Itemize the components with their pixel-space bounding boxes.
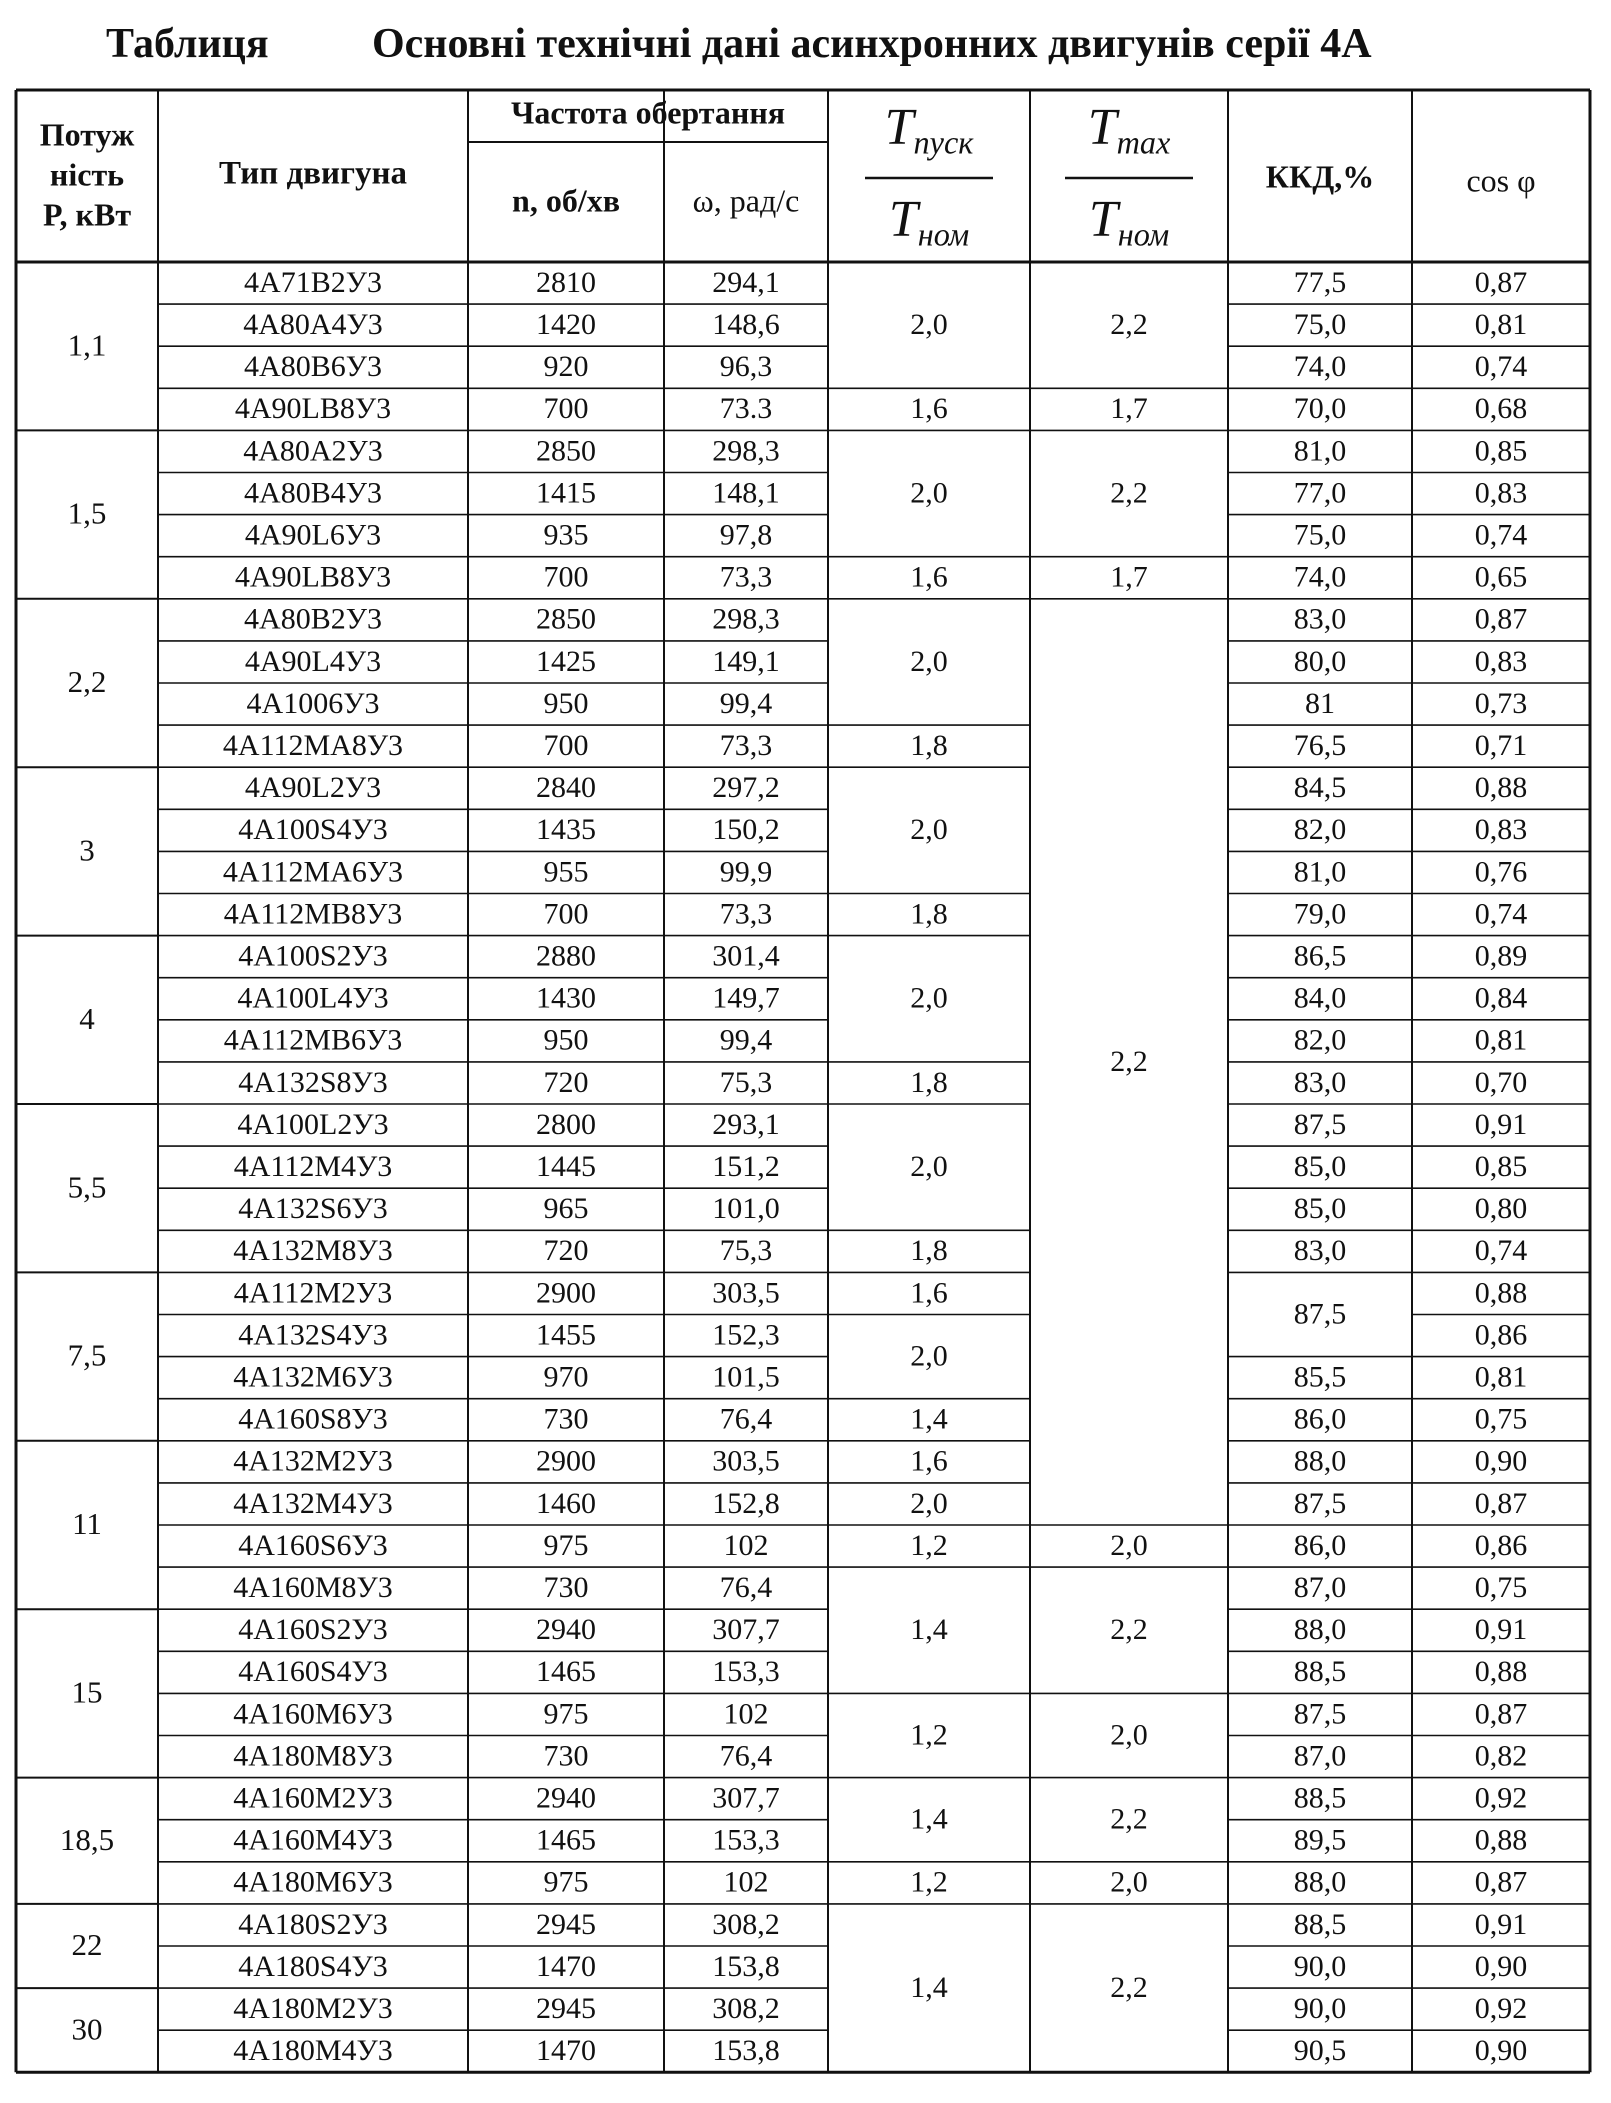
- cell-speed-rad: 152,8: [712, 1486, 780, 1520]
- cell-speed-rad: 298,3: [712, 434, 780, 468]
- caption-label: Таблиця: [106, 21, 269, 67]
- cell-start-torque-ratio: 2,0: [910, 308, 948, 342]
- cell-cos-phi: 0,87: [1474, 1865, 1528, 1899]
- cell-cos-phi: 0,86: [1474, 1528, 1528, 1562]
- cell-motor-type: 4A160M2У3: [233, 1781, 393, 1815]
- header-power-3: P, кВт: [42, 196, 132, 233]
- caption-title: Основні технічні дані асинхронних двигунів серії 4А: [372, 21, 1372, 67]
- cell-cos-phi: 0,87: [1474, 1486, 1528, 1520]
- cell-motor-type: 4A132S8У3: [238, 1065, 388, 1099]
- cell-speed-rad: 153,3: [712, 1655, 780, 1689]
- cell-speed-rpm: 700: [543, 392, 589, 426]
- cell-speed-rpm: 2800: [536, 1107, 596, 1141]
- cell-speed-rpm: 730: [543, 1402, 589, 1436]
- cell-cos-phi: 0,91: [1474, 1613, 1528, 1647]
- cell-power: 30: [71, 2011, 103, 2047]
- cell-motor-type: 4A90L6У3: [244, 518, 382, 552]
- cell-cos-phi: 0,81: [1474, 1360, 1528, 1394]
- cell-efficiency: 88,0: [1293, 1444, 1347, 1478]
- cell-speed-rad: 73.3: [719, 392, 773, 426]
- cell-speed-rad: 148,6: [712, 308, 780, 342]
- cell-power: 2,2: [67, 664, 107, 700]
- cell-cos-phi: 0,91: [1474, 1907, 1528, 1941]
- cell-speed-rad: 307,7: [712, 1613, 780, 1647]
- cell-start-torque-ratio: 2,0: [910, 1150, 948, 1184]
- cell-motor-type: 4A112MA6У3: [222, 855, 404, 889]
- cell-efficiency: 88,5: [1293, 1781, 1347, 1815]
- cell-speed-rad: 75,3: [719, 1065, 773, 1099]
- cell-cos-phi: 0,92: [1474, 1992, 1528, 2026]
- cell-efficiency: 75,0: [1293, 308, 1347, 342]
- cell-efficiency: 85,0: [1293, 1150, 1347, 1184]
- cell-start-torque-ratio: 1,8: [910, 1234, 948, 1268]
- cell-speed-rpm: 1465: [536, 1823, 596, 1857]
- cell-efficiency: 70,0: [1293, 392, 1347, 426]
- cell-speed-rad: 297,2: [712, 771, 780, 805]
- cell-speed-rad: 102: [723, 1865, 769, 1899]
- cell-cos-phi: 0,88: [1474, 1823, 1528, 1857]
- cell-max-torque-ratio: 1,7: [1110, 392, 1148, 426]
- cell-cos-phi: 0,84: [1474, 981, 1528, 1015]
- cell-speed-rad: 73,3: [719, 560, 773, 594]
- cell-speed-rpm: 700: [543, 897, 589, 931]
- cell-max-torque-ratio: 2,0: [1110, 1718, 1148, 1752]
- cell-speed-rpm: 1470: [536, 2034, 596, 2068]
- cell-motor-type: 4A100L2У3: [237, 1107, 389, 1141]
- cell-motor-type: 4A112MB6У3: [223, 1023, 403, 1057]
- cell-speed-rpm: 730: [543, 1739, 589, 1773]
- cell-speed-rad: 293,1: [712, 1107, 780, 1141]
- cell-speed-rpm: 2810: [536, 265, 596, 299]
- cell-start-torque-ratio: 1,4: [910, 1802, 948, 1836]
- cell-cos-phi: 0,75: [1474, 1402, 1528, 1436]
- cell-speed-rpm: 700: [543, 560, 589, 594]
- cell-speed-rpm: 2945: [536, 1907, 596, 1941]
- cell-cos-phi: 0,88: [1474, 1655, 1528, 1689]
- cell-efficiency: 87,0: [1293, 1739, 1347, 1773]
- cell-speed-rad: 101,0: [712, 1192, 780, 1226]
- cell-cos-phi: 0,81: [1474, 1023, 1528, 1057]
- cell-speed-rpm: 970: [543, 1360, 589, 1394]
- cell-speed-rad: 153,8: [712, 2034, 780, 2068]
- cell-speed-rad: 150,2: [712, 813, 780, 847]
- cell-speed-rad: 151,2: [712, 1150, 780, 1184]
- cell-speed-rad: 76,4: [719, 1739, 773, 1773]
- cell-speed-rpm: 700: [543, 729, 589, 763]
- cell-max-torque-ratio: 2,2: [1110, 476, 1148, 510]
- cell-cos-phi: 0,91: [1474, 1107, 1528, 1141]
- cell-speed-rpm: 975: [543, 1528, 589, 1562]
- cell-speed-rad: 99,4: [719, 686, 773, 720]
- cell-max-torque-ratio: 2,0: [1110, 1865, 1148, 1899]
- cell-start-torque-ratio: 1,4: [910, 1613, 948, 1647]
- cell-speed-rad: 152,3: [712, 1318, 780, 1352]
- cell-motor-type: 4A132M2У3: [233, 1444, 393, 1478]
- cell-motor-type: 4A90L2У3: [244, 771, 382, 805]
- cell-speed-rad: 102: [723, 1528, 769, 1562]
- cell-motor-type: 4A160S6У3: [238, 1528, 388, 1562]
- cell-motor-type: 4A160M4У3: [233, 1823, 393, 1857]
- cell-efficiency: 81,0: [1293, 855, 1347, 889]
- cell-efficiency: 89,5: [1293, 1823, 1347, 1857]
- cell-speed-rpm: 955: [543, 855, 589, 889]
- cell-cos-phi: 0,87: [1474, 602, 1528, 636]
- cell-efficiency: 88,0: [1293, 1865, 1347, 1899]
- cell-speed-rpm: 2940: [536, 1613, 596, 1647]
- cell-cos-phi: 0,85: [1474, 434, 1528, 468]
- cell-power: 15: [71, 1674, 103, 1710]
- cell-speed-rpm: 1455: [536, 1318, 596, 1352]
- cell-speed-rad: 298,3: [712, 602, 780, 636]
- cell-efficiency: 81: [1305, 686, 1335, 720]
- cell-efficiency: 90,0: [1293, 1992, 1347, 2026]
- cell-cos-phi: 0,74: [1474, 897, 1528, 931]
- cell-speed-rpm: 730: [543, 1571, 589, 1605]
- cell-cos-phi: 0,88: [1474, 1276, 1528, 1310]
- cell-speed-rpm: 2840: [536, 771, 596, 805]
- cell-start-torque-ratio: 1,2: [910, 1865, 948, 1899]
- cell-power: 1,1: [67, 327, 107, 363]
- cell-cos-phi: 0,87: [1474, 265, 1528, 299]
- cell-efficiency: 88,5: [1293, 1907, 1347, 1941]
- cell-motor-type: 4A132M6У3: [233, 1360, 393, 1394]
- cell-motor-type: 4A180M8У3: [233, 1739, 393, 1773]
- cell-speed-rad: 96,3: [719, 350, 773, 384]
- header-omega: ω, рад/с: [692, 182, 800, 219]
- cell-motor-type: 4A160M8У3: [233, 1571, 393, 1605]
- cell-motor-type: 4A80B6У3: [244, 350, 382, 384]
- cell-speed-rpm: 965: [543, 1192, 589, 1226]
- cell-speed-rad: 73,3: [719, 897, 773, 931]
- cell-start-torque-ratio: 1,8: [910, 1065, 948, 1099]
- cell-speed-rpm: 1420: [536, 308, 596, 342]
- cell-motor-type: 4A80A2У3: [243, 434, 383, 468]
- cell-motor-type: 4A160S4У3: [238, 1655, 388, 1689]
- cell-start-torque-ratio: 2,0: [910, 1486, 948, 1520]
- cell-efficiency: 87,0: [1293, 1571, 1347, 1605]
- cell-power: 11: [72, 1506, 102, 1542]
- header-tstart-denominator: $T_{ном}$: [888, 190, 970, 253]
- cell-motor-type: 4A90L4У3: [244, 644, 382, 678]
- cell-cos-phi: 0,90: [1474, 1444, 1528, 1478]
- cell-efficiency: 75,0: [1293, 518, 1347, 552]
- cell-speed-rad: 99,4: [719, 1023, 773, 1057]
- cell-motor-type: 4A160M6У3: [233, 1697, 393, 1731]
- cell-efficiency: 76,5: [1293, 729, 1347, 763]
- header-power-1: Потуж: [39, 116, 135, 153]
- cell-efficiency: 88,0: [1293, 1613, 1347, 1647]
- cell-speed-rad: 99,9: [719, 855, 773, 889]
- cell-cos-phi: 0,86: [1474, 1318, 1528, 1352]
- cell-speed-rpm: 1415: [536, 476, 596, 510]
- cell-efficiency: 77,0: [1293, 476, 1347, 510]
- cell-speed-rad: 73,3: [719, 729, 773, 763]
- header-type: Тип двигуна: [219, 155, 407, 192]
- cell-speed-rad: 148,1: [712, 476, 780, 510]
- cell-cos-phi: 0,71: [1474, 729, 1528, 763]
- cell-speed-rad: 308,2: [712, 1992, 780, 2026]
- cell-max-torque-ratio: 2,2: [1110, 1970, 1148, 2004]
- cell-start-torque-ratio: 1,6: [910, 560, 948, 594]
- cell-cos-phi: 0,81: [1474, 308, 1528, 342]
- cell-speed-rpm: 720: [543, 1234, 589, 1268]
- cell-efficiency: 85,0: [1293, 1192, 1347, 1226]
- cell-efficiency: 79,0: [1293, 897, 1347, 931]
- cell-speed-rpm: 2900: [536, 1276, 596, 1310]
- cell-start-torque-ratio: 2,0: [910, 981, 948, 1015]
- cell-speed-rad: 153,3: [712, 1823, 780, 1857]
- header-tstart-numerator: $T_{пуск}$: [884, 98, 974, 161]
- cell-start-torque-ratio: 1,8: [910, 729, 948, 763]
- cell-start-torque-ratio: 2,0: [910, 644, 948, 678]
- cell-power: 3: [79, 832, 95, 868]
- cell-cos-phi: 0,76: [1474, 855, 1528, 889]
- cell-speed-rad: 75,3: [719, 1234, 773, 1268]
- cell-motor-type: 4A132M8У3: [233, 1234, 393, 1268]
- cell-cos-phi: 0,80: [1474, 1192, 1528, 1226]
- cell-cos-phi: 0,65: [1474, 560, 1528, 594]
- cell-motor-type: 4A180M4У3: [233, 2034, 393, 2068]
- cell-speed-rad: 76,4: [719, 1571, 773, 1605]
- cell-max-torque-ratio: 2,2: [1110, 308, 1148, 342]
- cell-motor-type: 4A112M2У3: [233, 1276, 393, 1310]
- cell-speed-rad: 303,5: [712, 1444, 780, 1478]
- cell-speed-rad: 102: [723, 1697, 769, 1731]
- cell-start-torque-ratio: 1,6: [910, 1276, 948, 1310]
- cell-efficiency: 87,5: [1293, 1486, 1347, 1520]
- cell-efficiency: 77,5: [1293, 265, 1347, 299]
- cell-power: 1,5: [67, 495, 107, 531]
- cell-efficiency: 83,0: [1293, 1065, 1347, 1099]
- cell-efficiency: 74,0: [1293, 560, 1347, 594]
- cell-motor-type: 4A100L4У3: [237, 981, 389, 1015]
- cell-speed-rpm: 1430: [536, 981, 596, 1015]
- cell-motor-type: 4A180M2У3: [233, 1992, 393, 2026]
- cell-max-torque-ratio: 2,0: [1110, 1528, 1148, 1562]
- cell-start-torque-ratio: 1,2: [910, 1718, 948, 1752]
- cell-motor-type: 4A132S4У3: [238, 1318, 388, 1352]
- cell-cos-phi: 0,89: [1474, 939, 1528, 973]
- cell-speed-rpm: 1465: [536, 1655, 596, 1689]
- cell-efficiency: 83,0: [1293, 1234, 1347, 1268]
- cell-start-torque-ratio: 2,0: [910, 476, 948, 510]
- cell-motor-type: 4A160S8У3: [238, 1402, 388, 1436]
- cell-cos-phi: 0,75: [1474, 1571, 1528, 1605]
- cell-speed-rpm: 1425: [536, 644, 596, 678]
- cell-speed-rad: 303,5: [712, 1276, 780, 1310]
- cell-speed-rpm: 920: [543, 350, 589, 384]
- cell-start-torque-ratio: 2,0: [910, 813, 948, 847]
- cell-speed-rpm: 975: [543, 1865, 589, 1899]
- cell-speed-rpm: 950: [543, 1023, 589, 1057]
- cell-speed-rpm: 935: [543, 518, 589, 552]
- cell-start-torque-ratio: 2,0: [910, 1339, 948, 1373]
- header-cos-phi: cos φ: [1466, 162, 1536, 199]
- cell-power: 22: [71, 1927, 103, 1963]
- cell-motor-type: 4A112MB8У3: [223, 897, 403, 931]
- cell-start-torque-ratio: 1,6: [910, 1444, 948, 1478]
- cell-efficiency: 88,5: [1293, 1655, 1347, 1689]
- cell-motor-type: 4A90LB8У3: [234, 392, 392, 426]
- cell-efficiency: 84,5: [1293, 771, 1347, 805]
- cell-motor-type: 4A160S2У3: [238, 1613, 388, 1647]
- cell-motor-type: 4A132M4У3: [233, 1486, 393, 1520]
- cell-speed-rad: 308,2: [712, 1907, 780, 1941]
- cell-efficiency-merged: 87,5: [1293, 1297, 1347, 1331]
- cell-efficiency: 90,0: [1293, 1949, 1347, 1983]
- cell-speed-rpm: 1445: [536, 1150, 596, 1184]
- cell-cos-phi: 0,90: [1474, 2034, 1528, 2068]
- cell-motor-type: 4A80A4У3: [243, 308, 383, 342]
- cell-speed-rpm: 975: [543, 1697, 589, 1731]
- cell-power: 18,5: [59, 1821, 115, 1857]
- cell-max-torque-ratio: 1,7: [1110, 560, 1148, 594]
- cell-speed-rad: 149,1: [712, 644, 780, 678]
- cell-start-torque-ratio: 1,4: [910, 1402, 948, 1436]
- cell-cos-phi: 0,82: [1474, 1739, 1528, 1773]
- cell-speed-rpm: 1470: [536, 1949, 596, 1983]
- cell-speed-rpm: 2945: [536, 1992, 596, 2026]
- cell-cos-phi: 0,88: [1474, 771, 1528, 805]
- cell-max-torque-ratio: 2,2: [1110, 1044, 1148, 1078]
- cell-speed-rpm: 1460: [536, 1486, 596, 1520]
- cell-efficiency: 86,0: [1293, 1402, 1347, 1436]
- cell-motor-type: 4A90LB8У3: [234, 560, 392, 594]
- cell-efficiency: 81,0: [1293, 434, 1347, 468]
- cell-max-torque-ratio: 2,2: [1110, 1802, 1148, 1836]
- cell-motor-type: 4A180S4У3: [238, 1949, 388, 1983]
- cell-max-torque-ratio: 2,2: [1110, 1613, 1148, 1647]
- cell-cos-phi: 0,73: [1474, 686, 1528, 720]
- cell-start-torque-ratio: 1,8: [910, 897, 948, 931]
- cell-efficiency: 90,5: [1293, 2034, 1347, 2068]
- header-tmax-denominator: $T_{ном}$: [1088, 190, 1170, 253]
- cell-motor-type: 4A100S2У3: [238, 939, 388, 973]
- cell-power: 4: [79, 1000, 95, 1036]
- cell-cos-phi: 0,87: [1474, 1697, 1528, 1731]
- header-tmax-numerator: $T_{max}$: [1087, 98, 1171, 161]
- header-efficiency: ККД,%: [1265, 158, 1375, 195]
- cell-efficiency: 83,0: [1293, 602, 1347, 636]
- cell-efficiency: 82,0: [1293, 813, 1347, 847]
- cell-cos-phi: 0,68: [1474, 392, 1528, 426]
- cell-speed-rpm: 2850: [536, 602, 596, 636]
- cell-efficiency: 87,5: [1293, 1697, 1347, 1731]
- cell-efficiency: 87,5: [1293, 1107, 1347, 1141]
- cell-motor-type: 4A80B2У3: [244, 602, 382, 636]
- cell-motor-type: 4A100S4У3: [238, 813, 388, 847]
- cell-speed-rpm: 2850: [536, 434, 596, 468]
- cell-power: 5,5: [67, 1169, 107, 1205]
- header-power-2: ність: [49, 156, 125, 193]
- cell-cos-phi: 0,85: [1474, 1150, 1528, 1184]
- cell-cos-phi: 0,70: [1474, 1065, 1528, 1099]
- cell-efficiency: 86,5: [1293, 939, 1347, 973]
- cell-speed-rpm: 720: [543, 1065, 589, 1099]
- cell-cos-phi: 0,74: [1474, 350, 1528, 384]
- cell-speed-rad: 294,1: [712, 265, 780, 299]
- cell-start-torque-ratio: 1,2: [910, 1528, 948, 1562]
- cell-speed-rpm: 950: [543, 686, 589, 720]
- cell-speed-rad: 97,8: [719, 518, 773, 552]
- cell-speed-rad: 101,5: [712, 1360, 780, 1394]
- cell-efficiency: 84,0: [1293, 981, 1347, 1015]
- cell-motor-type: 4A71B2У3: [244, 265, 382, 299]
- cell-motor-type: 4A180M6У3: [233, 1865, 393, 1899]
- cell-speed-rad: 153,8: [712, 1949, 780, 1983]
- cell-efficiency: 86,0: [1293, 1528, 1347, 1562]
- cell-speed-rad: 76,4: [719, 1402, 773, 1436]
- cell-cos-phi: 0,83: [1474, 476, 1528, 510]
- header-frequency: Частота обертання: [510, 94, 786, 131]
- cell-cos-phi: 0,92: [1474, 1781, 1528, 1815]
- cell-motor-type: 4A132S6У3: [238, 1192, 388, 1226]
- cell-motor-type: 4A112M4У3: [233, 1150, 393, 1184]
- cell-efficiency: 82,0: [1293, 1023, 1347, 1057]
- cell-cos-phi: 0,74: [1474, 518, 1528, 552]
- cell-start-torque-ratio: 1,4: [910, 1970, 948, 2004]
- cell-cos-phi: 0,83: [1474, 813, 1528, 847]
- cell-speed-rad: 149,7: [712, 981, 780, 1015]
- cell-motor-type: 4A180S2У3: [238, 1907, 388, 1941]
- cell-speed-rpm: 2880: [536, 939, 596, 973]
- cell-motor-type: 4A1006У3: [246, 686, 380, 720]
- header-n: n, об/хв: [512, 182, 620, 219]
- cell-cos-phi: 0,90: [1474, 1949, 1528, 1983]
- cell-speed-rpm: 1435: [536, 813, 596, 847]
- cell-speed-rad: 307,7: [712, 1781, 780, 1815]
- cell-efficiency: 74,0: [1293, 350, 1347, 384]
- cell-speed-rad: 301,4: [712, 939, 780, 973]
- cell-motor-type: 4A80B4У3: [244, 476, 382, 510]
- cell-start-torque-ratio: 1,6: [910, 392, 948, 426]
- cell-cos-phi: 0,74: [1474, 1234, 1528, 1268]
- cell-cos-phi: 0,83: [1474, 644, 1528, 678]
- cell-efficiency: 85,5: [1293, 1360, 1347, 1394]
- cell-speed-rpm: 2940: [536, 1781, 596, 1815]
- cell-power: 7,5: [67, 1337, 107, 1373]
- cell-speed-rpm: 2900: [536, 1444, 596, 1478]
- cell-motor-type: 4A112MA8У3: [222, 729, 404, 763]
- cell-efficiency: 80,0: [1293, 644, 1347, 678]
